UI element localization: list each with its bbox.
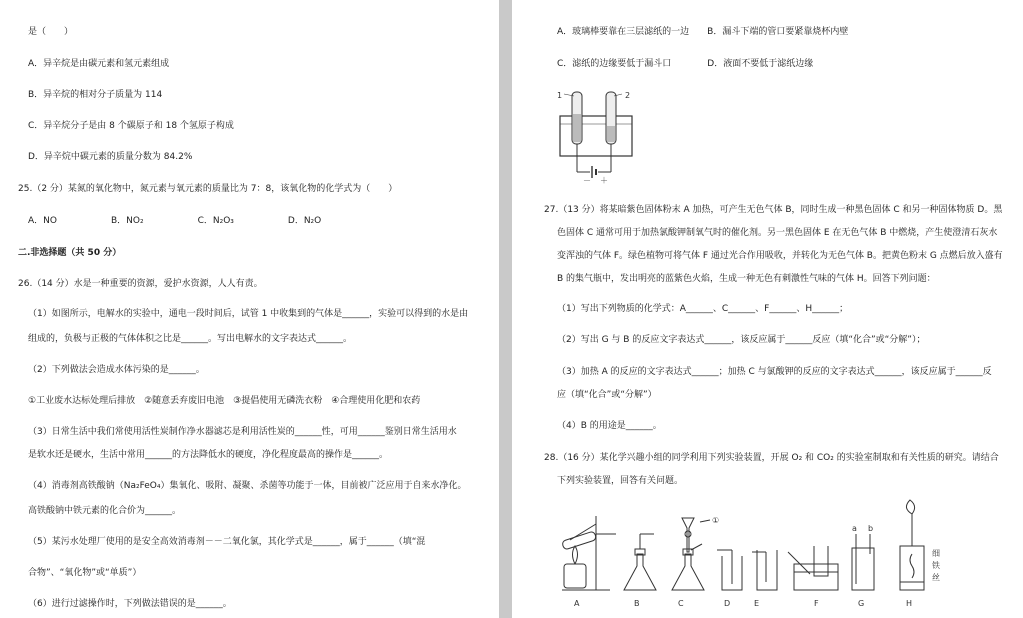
- q27-part3-line1: （3）加热 A 的反应的文字表达式______；加热 C 与氯酸钾的反应的文字表达式______，该反应属于______反: [557, 367, 992, 377]
- question-25: 25.（2 分）某氮的氧化物中，氮元素与氧元素的质量比为 7：8，该氧化物的化学式为（ ）: [18, 184, 398, 194]
- q28-text-line2: 下列实验装置，回答有关问题。: [557, 476, 684, 486]
- option-b: B．异辛烷的相对分子质量为 114: [28, 90, 163, 100]
- question-25-options: A．NO B．NO₂ C．N₂O₃ D．N₂O: [28, 216, 322, 226]
- q27-part3-line2: 应（填“化合”或“分解”）: [557, 390, 657, 400]
- q27-part1: （1）写出下列物质的化学式：A______、C______、F______、H______；: [557, 304, 849, 314]
- lab-apparatus-figure: [552, 494, 1012, 614]
- q26-part6-options-cd: C．滤纸的边缘要低于漏斗口 D．液面不要低于滤纸边缘: [557, 59, 814, 69]
- option-c: C．异辛烷分子是由 8 个碳原子和 18 个氢原子构成: [28, 121, 234, 131]
- iron-wire-label-2: 铁: [932, 561, 940, 570]
- question-26: 26.（14 分）水是一种重要的资源，爱护水资源，人人有责。: [18, 279, 263, 289]
- apparatus-label-b: B: [634, 599, 640, 608]
- q26-part5-line1: （5）某污水处理厂使用的是安全高效消毒剂－－二氧化氯，其化学式是______，属于______（填“混: [28, 537, 426, 547]
- electrolysis-apparatus-figure: [552, 86, 642, 184]
- apparatus-label-f: F: [814, 599, 819, 608]
- q27-text-line2: 色固体 C 通常可用于加热氯酸钾制氧气时的催化剂。另一黑色固体 E 在无色气体 B 中燃烧，产生使澄清石灰水: [557, 228, 998, 238]
- q26-part3-line1: （3）日常生活中我们常使用活性炭制作净水器滤芯是利用活性炭的______性，可用______鉴别日常生活用水: [28, 427, 457, 437]
- option-a: A．异辛烷是由碳元素和氢元素组成: [28, 59, 170, 69]
- iron-wire-label-3: 丝: [932, 573, 940, 582]
- q27-text-line4: B 的集气瓶中，发出明亮的蓝紫色火焰，生成一种无色有刺激性气味的气体 H。回答下列问题：: [557, 274, 936, 284]
- apparatus-label-e: E: [754, 599, 760, 608]
- section-heading: 二.非选择题（共 50 分）: [18, 248, 122, 258]
- positive-terminal-label: ＋: [600, 176, 608, 184]
- tube-b-mark: b: [868, 524, 874, 533]
- apparatus-label-h: H: [906, 599, 913, 608]
- q26-part6: （6）进行过滤操作时，下列做法错误的是______。: [28, 599, 232, 609]
- left-page: [0, 0, 499, 618]
- question-28: 28.（16 分）某化学兴趣小组的同学利用下列实验装置，开展 O₂ 和 CO₂ 的实验室制取和有关性质的研究。请结合: [544, 453, 999, 463]
- q26-part1-line1: （1）如图所示，电解水的实验中，通电一段时间后，试管 1 中收集到的气体是______，实验可以得到的水是由: [28, 309, 469, 319]
- question-27: 27.（13 分）将某暗紫色固体粉末 A 加热，可产生无色气体 B，同时生成一种黑色固体 C 和另一种固体物质 D。黑: [544, 205, 1003, 215]
- apparatus-label-c: C: [678, 599, 684, 608]
- q27-part2: （2）写出 G 与 B 的反应文字表达式______，该反应属于______反应（填“化合”或“分解”）；: [557, 335, 926, 345]
- negative-terminal-label: －: [583, 176, 591, 184]
- apparatus-label-a: A: [574, 599, 580, 608]
- q27-part4: （4）B 的用途是______。: [557, 421, 662, 431]
- q27-text-line3: 变浑浊的气体 F。绿色植物可将气体 F 通过光合作用吸收，并转化为无色气体 B。把黄色粉末 G 点燃后放入盛有: [557, 251, 1003, 261]
- tube-a-mark: a: [852, 524, 857, 533]
- q26-part5-line2: 合物”、“氧化物”或“单质”）: [28, 568, 142, 578]
- text-line: 是（ ）: [28, 27, 74, 37]
- q26-part4-line2: 高铁酸钠中铁元素的化合价为______。: [28, 506, 182, 516]
- q26-part2-choices: ①工业废水达标处理后排放 ②随意丢弃废旧电池 ③提倡使用无磷洗衣粉 ④合理使用化肥和农药: [28, 396, 421, 406]
- iron-wire-label-1: 细: [932, 549, 940, 558]
- q26-part2: （2）下列做法会造成水体污染的是______。: [28, 365, 205, 375]
- q26-part4-line1: （4）消毒剂高铁酸钠（Na₂FeO₄）集氧化、吸附、凝聚、杀菌等功能于一体，目前被广泛应用于自来水净化。: [28, 481, 467, 491]
- option-d: D．异辛烷中碳元素的质量分数为 84.2%: [28, 152, 193, 162]
- q26-part6-options-ab: A．玻璃棒要靠在三层滤纸的一边 B．漏斗下端的管口要紧靠烧杯内壁: [557, 27, 849, 37]
- tube-2-label: 2: [625, 91, 631, 100]
- page-gutter: [499, 0, 512, 618]
- apparatus-label-d: D: [724, 599, 731, 608]
- q26-part3-line2: 是软水还是硬水，生活中常用______的方法降低水的硬度，净化程度最高的操作是______。: [28, 450, 389, 460]
- apparatus-label-g: G: [858, 599, 865, 608]
- tube-1-label: 1: [557, 91, 563, 100]
- right-page: [512, 0, 1023, 618]
- q26-part1-line2: 组成的，负极与正极的气体体积之比是______。写出电解水的文字表达式______。: [28, 334, 353, 344]
- funnel-mark: ①: [712, 516, 720, 525]
